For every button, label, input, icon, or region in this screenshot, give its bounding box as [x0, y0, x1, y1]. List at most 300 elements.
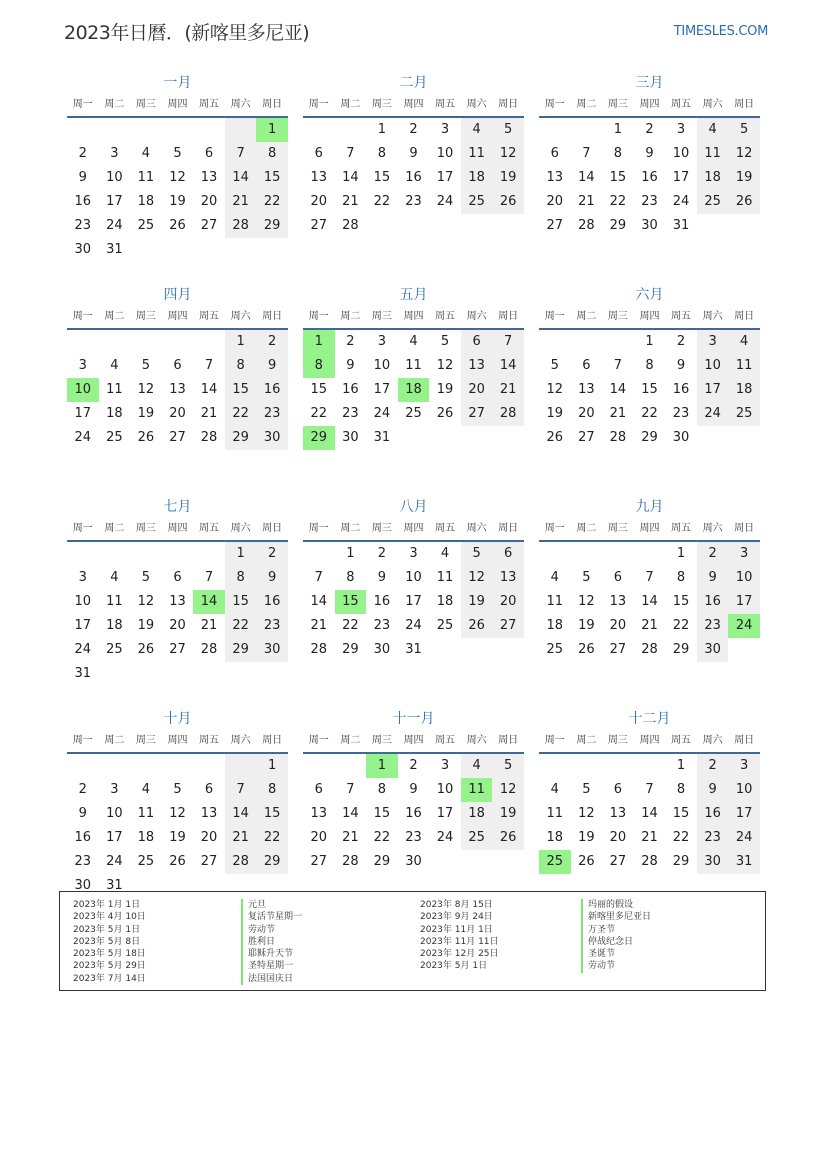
day-cell[interactable]: 25 — [106, 430, 123, 445]
day-cell[interactable]: 27 — [578, 430, 595, 445]
day-cell[interactable]: 31 — [106, 242, 123, 257]
day-cell[interactable]: 20 — [609, 618, 627, 633]
day-cell[interactable]: 19 — [546, 406, 564, 421]
day-cell[interactable]: 4 — [728, 330, 760, 354]
day-cell[interactable]: 13 — [169, 594, 186, 609]
day-cell[interactable]: 24 — [74, 642, 92, 657]
day-cell[interactable]: 16 — [256, 590, 288, 614]
day-cell[interactable]: 24 — [728, 826, 760, 850]
day-cell[interactable]: 24 — [106, 854, 123, 869]
day-cell[interactable]: 30 — [342, 430, 359, 445]
day-cell[interactable]: 8 — [645, 358, 654, 373]
day-cell[interactable]: 16 — [697, 590, 729, 614]
day-cell[interactable]: 31 — [373, 430, 391, 445]
day-cell[interactable]: 12 — [546, 382, 564, 397]
day-cell[interactable]: 27 — [546, 218, 564, 233]
day-cell[interactable]: 7 — [204, 358, 214, 373]
day-cell[interactable]: 10 — [697, 354, 729, 378]
day-cell[interactable]: 8 — [377, 146, 387, 161]
day-cell[interactable]: 3 — [377, 334, 387, 349]
day-cell[interactable]: 26 — [137, 642, 155, 657]
holiday-day-cell[interactable]: 29 — [303, 426, 335, 450]
day-cell[interactable]: 16 — [256, 378, 288, 402]
day-cell[interactable]: 3 — [728, 542, 760, 566]
day-cell[interactable]: 23 — [405, 830, 422, 845]
day-cell[interactable]: 2 — [697, 754, 729, 778]
day-cell[interactable]: 22 — [225, 614, 257, 638]
day-cell[interactable]: 16 — [373, 594, 391, 609]
day-cell[interactable]: 12 — [492, 142, 524, 166]
day-cell[interactable]: 3 — [409, 546, 418, 561]
day-cell[interactable]: 13 — [461, 354, 493, 378]
day-cell[interactable]: 14 — [342, 806, 359, 821]
day-cell[interactable]: 17 — [728, 590, 760, 614]
day-cell[interactable]: 8 — [256, 142, 288, 166]
day-cell[interactable]: 7 — [645, 570, 654, 585]
day-cell[interactable]: 4 — [461, 754, 493, 778]
day-cell[interactable]: 21 — [641, 830, 658, 845]
day-cell[interactable]: 14 — [225, 166, 257, 190]
day-cell[interactable]: 27 — [609, 642, 627, 657]
day-cell[interactable]: 30 — [256, 426, 288, 450]
day-cell[interactable]: 17 — [74, 406, 92, 421]
day-cell[interactable]: 14 — [200, 382, 218, 397]
day-cell[interactable]: 6 — [204, 782, 214, 797]
day-cell[interactable]: 31 — [405, 642, 422, 657]
day-cell[interactable]: 17 — [106, 830, 123, 845]
day-cell[interactable]: 25 — [106, 642, 123, 657]
day-cell[interactable]: 6 — [492, 542, 524, 566]
day-cell[interactable]: 5 — [173, 782, 182, 797]
day-cell[interactable]: 10 — [728, 566, 760, 590]
day-cell[interactable]: 20 — [169, 618, 186, 633]
day-cell[interactable]: 13 — [578, 382, 595, 397]
day-cell[interactable]: 1 — [225, 542, 257, 566]
day-cell[interactable]: 7 — [492, 330, 524, 354]
day-cell[interactable]: 15 — [373, 170, 391, 185]
day-cell[interactable]: 6 — [550, 146, 559, 161]
day-cell[interactable]: 24 — [373, 406, 391, 421]
day-cell[interactable]: 14 — [342, 170, 359, 185]
day-cell[interactable]: 26 — [169, 218, 186, 233]
holiday-day-cell[interactable]: 25 — [539, 850, 571, 874]
day-cell[interactable]: 30 — [697, 638, 729, 662]
day-cell[interactable]: 8 — [225, 566, 257, 590]
day-cell[interactable]: 22 — [672, 830, 690, 845]
day-cell[interactable]: 25 — [461, 826, 493, 850]
day-cell[interactable]: 15 — [225, 590, 257, 614]
day-cell[interactable]: 8 — [256, 778, 288, 802]
day-cell[interactable]: 22 — [256, 826, 288, 850]
day-cell[interactable]: 1 — [676, 546, 686, 561]
day-cell[interactable]: 25 — [137, 854, 155, 869]
day-cell[interactable]: 6 — [613, 782, 623, 797]
day-cell[interactable]: 4 — [550, 782, 559, 797]
day-cell[interactable]: 11 — [546, 806, 564, 821]
day-cell[interactable]: 29 — [373, 854, 391, 869]
day-cell[interactable]: 27 — [200, 854, 218, 869]
day-cell[interactable]: 29 — [256, 214, 288, 238]
day-cell[interactable]: 7 — [346, 146, 355, 161]
day-cell[interactable]: 8 — [346, 570, 355, 585]
day-cell[interactable]: 25 — [728, 402, 760, 426]
day-cell[interactable]: 13 — [546, 170, 564, 185]
day-cell[interactable]: 2 — [645, 122, 654, 137]
day-cell[interactable]: 13 — [609, 594, 627, 609]
day-cell[interactable]: 20 — [461, 378, 493, 402]
day-cell[interactable]: 25 — [436, 618, 454, 633]
day-cell[interactable]: 28 — [609, 430, 627, 445]
day-cell[interactable]: 3 — [110, 146, 119, 161]
day-cell[interactable]: 20 — [578, 406, 595, 421]
holiday-day-cell[interactable]: 1 — [256, 118, 288, 142]
day-cell[interactable]: 26 — [578, 642, 595, 657]
day-cell[interactable]: 19 — [169, 194, 186, 209]
holiday-day-cell[interactable]: 10 — [67, 378, 99, 402]
day-cell[interactable]: 30 — [405, 854, 422, 869]
day-cell[interactable]: 29 — [225, 638, 257, 662]
day-cell[interactable]: 5 — [582, 570, 591, 585]
day-cell[interactable]: 22 — [373, 830, 391, 845]
day-cell[interactable]: 27 — [461, 402, 493, 426]
day-cell[interactable]: 14 — [641, 806, 658, 821]
day-cell[interactable]: 28 — [641, 642, 658, 657]
day-cell[interactable]: 20 — [546, 194, 564, 209]
day-cell[interactable]: 3 — [78, 358, 87, 373]
day-cell[interactable]: 12 — [137, 382, 155, 397]
day-cell[interactable]: 13 — [609, 806, 627, 821]
day-cell[interactable]: 19 — [492, 166, 524, 190]
day-cell[interactable]: 17 — [106, 194, 123, 209]
day-cell[interactable]: 24 — [74, 430, 92, 445]
day-cell[interactable]: 19 — [578, 618, 595, 633]
day-cell[interactable]: 18 — [137, 194, 155, 209]
day-cell[interactable]: 17 — [405, 594, 422, 609]
day-cell[interactable]: 9 — [78, 806, 87, 821]
day-cell[interactable]: 26 — [436, 406, 454, 421]
day-cell[interactable]: 18 — [546, 618, 564, 633]
day-cell[interactable]: 11 — [106, 594, 123, 609]
holiday-day-cell[interactable]: 1 — [366, 754, 398, 778]
day-cell[interactable]: 26 — [492, 826, 524, 850]
day-cell[interactable]: 11 — [106, 382, 123, 397]
day-cell[interactable]: 4 — [440, 546, 450, 561]
day-cell[interactable]: 4 — [110, 570, 119, 585]
day-cell[interactable]: 20 — [200, 830, 218, 845]
day-cell[interactable]: 22 — [256, 190, 288, 214]
day-cell[interactable]: 17 — [436, 806, 454, 821]
day-cell[interactable]: 2 — [676, 334, 686, 349]
holiday-day-cell[interactable]: 18 — [398, 378, 430, 402]
day-cell[interactable]: 11 — [728, 354, 760, 378]
day-cell[interactable]: 5 — [582, 782, 591, 797]
day-cell[interactable]: 1 — [377, 122, 387, 137]
day-cell[interactable]: 28 — [225, 850, 257, 874]
day-cell[interactable]: 22 — [609, 194, 627, 209]
day-cell[interactable]: 29 — [225, 426, 257, 450]
day-cell[interactable]: 12 — [169, 806, 186, 821]
day-cell[interactable]: 12 — [578, 806, 595, 821]
day-cell[interactable]: 21 — [609, 406, 627, 421]
day-cell[interactable]: 12 — [169, 170, 186, 185]
day-cell[interactable]: 17 — [728, 802, 760, 826]
day-cell[interactable]: 30 — [672, 430, 690, 445]
day-cell[interactable]: 15 — [310, 382, 328, 397]
day-cell[interactable]: 26 — [578, 854, 595, 869]
day-cell[interactable]: 5 — [728, 118, 760, 142]
day-cell[interactable]: 22 — [641, 406, 658, 421]
day-cell[interactable]: 19 — [436, 382, 454, 397]
day-cell[interactable]: 2 — [256, 330, 288, 354]
day-cell[interactable]: 2 — [346, 334, 355, 349]
day-cell[interactable]: 21 — [342, 830, 359, 845]
day-cell[interactable]: 23 — [256, 402, 288, 426]
day-cell[interactable]: 9 — [346, 358, 355, 373]
day-cell[interactable]: 29 — [256, 850, 288, 874]
day-cell[interactable]: 15 — [225, 378, 257, 402]
day-cell[interactable]: 29 — [342, 642, 359, 657]
day-cell[interactable]: 3 — [728, 754, 760, 778]
day-cell[interactable]: 26 — [728, 190, 760, 214]
day-cell[interactable]: 24 — [436, 194, 454, 209]
day-cell[interactable]: 26 — [169, 854, 186, 869]
day-cell[interactable]: 4 — [110, 358, 119, 373]
day-cell[interactable]: 16 — [342, 382, 359, 397]
day-cell[interactable]: 21 — [641, 618, 658, 633]
day-cell[interactable]: 9 — [256, 566, 288, 590]
day-cell[interactable]: 14 — [609, 382, 627, 397]
day-cell[interactable]: 8 — [676, 782, 686, 797]
day-cell[interactable]: 19 — [578, 830, 595, 845]
day-cell[interactable]: 16 — [405, 806, 422, 821]
day-cell[interactable]: 2 — [78, 782, 87, 797]
day-cell[interactable]: 11 — [137, 170, 155, 185]
day-cell[interactable]: 4 — [550, 570, 559, 585]
day-cell[interactable]: 9 — [409, 146, 418, 161]
day-cell[interactable]: 15 — [256, 802, 288, 826]
day-cell[interactable]: 6 — [173, 570, 182, 585]
day-cell[interactable]: 6 — [204, 146, 214, 161]
day-cell[interactable]: 11 — [697, 142, 729, 166]
day-cell[interactable]: 5 — [492, 754, 524, 778]
day-cell[interactable]: 8 — [613, 146, 623, 161]
holiday-day-cell[interactable]: 8 — [303, 354, 335, 378]
day-cell[interactable]: 18 — [728, 378, 760, 402]
day-cell[interactable]: 5 — [440, 334, 450, 349]
day-cell[interactable]: 25 — [405, 406, 422, 421]
day-cell[interactable]: 17 — [436, 170, 454, 185]
day-cell[interactable]: 19 — [169, 830, 186, 845]
day-cell[interactable]: 21 — [225, 190, 257, 214]
day-cell[interactable]: 20 — [492, 590, 524, 614]
day-cell[interactable]: 9 — [676, 358, 686, 373]
day-cell[interactable]: 8 — [377, 782, 387, 797]
day-cell[interactable]: 5 — [173, 146, 182, 161]
day-cell[interactable]: 10 — [106, 170, 123, 185]
day-cell[interactable]: 7 — [582, 146, 591, 161]
day-cell[interactable]: 2 — [256, 542, 288, 566]
day-cell[interactable]: 10 — [728, 778, 760, 802]
holiday-day-cell[interactable]: 14 — [193, 590, 225, 614]
day-cell[interactable]: 28 — [342, 218, 359, 233]
day-cell[interactable]: 18 — [137, 830, 155, 845]
day-cell[interactable]: 6 — [173, 358, 182, 373]
day-cell[interactable]: 17 — [697, 378, 729, 402]
day-cell[interactable]: 20 — [310, 194, 328, 209]
day-cell[interactable]: 2 — [78, 146, 87, 161]
day-cell[interactable]: 7 — [225, 778, 257, 802]
day-cell[interactable]: 18 — [106, 618, 123, 633]
day-cell[interactable]: 10 — [405, 570, 422, 585]
day-cell[interactable]: 15 — [609, 170, 627, 185]
day-cell[interactable]: 29 — [641, 430, 658, 445]
day-cell[interactable]: 30 — [697, 850, 729, 874]
day-cell[interactable]: 3 — [697, 330, 729, 354]
day-cell[interactable]: 7 — [225, 142, 257, 166]
day-cell[interactable]: 3 — [440, 122, 450, 137]
day-cell[interactable]: 19 — [728, 166, 760, 190]
day-cell[interactable]: 26 — [492, 190, 524, 214]
day-cell[interactable]: 8 — [225, 354, 257, 378]
day-cell[interactable]: 27 — [169, 430, 186, 445]
day-cell[interactable]: 23 — [697, 614, 729, 638]
day-cell[interactable]: 6 — [314, 146, 323, 161]
day-cell[interactable]: 19 — [461, 590, 493, 614]
day-cell[interactable]: 18 — [436, 594, 454, 609]
day-cell[interactable]: 3 — [78, 570, 87, 585]
day-cell[interactable]: 25 — [697, 190, 729, 214]
day-cell[interactable]: 3 — [110, 782, 119, 797]
day-cell[interactable]: 12 — [137, 594, 155, 609]
day-cell[interactable]: 25 — [461, 190, 493, 214]
day-cell[interactable]: 10 — [373, 358, 391, 373]
day-cell[interactable]: 13 — [310, 806, 328, 821]
day-cell[interactable]: 30 — [74, 242, 92, 257]
day-cell[interactable]: 1 — [676, 758, 686, 773]
day-cell[interactable]: 10 — [672, 146, 690, 161]
day-cell[interactable]: 16 — [74, 194, 92, 209]
day-cell[interactable]: 28 — [641, 854, 658, 869]
day-cell[interactable]: 9 — [377, 570, 387, 585]
day-cell[interactable]: 12 — [461, 566, 493, 590]
day-cell[interactable]: 21 — [200, 406, 218, 421]
day-cell[interactable]: 16 — [74, 830, 92, 845]
day-cell[interactable]: 12 — [578, 594, 595, 609]
day-cell[interactable]: 10 — [436, 146, 454, 161]
day-cell[interactable]: 4 — [141, 146, 151, 161]
day-cell[interactable]: 9 — [409, 782, 418, 797]
day-cell[interactable]: 28 — [310, 642, 328, 657]
day-cell[interactable]: 22 — [672, 618, 690, 633]
day-cell[interactable]: 31 — [74, 666, 92, 681]
day-cell[interactable]: 15 — [672, 806, 690, 821]
day-cell[interactable]: 30 — [641, 218, 658, 233]
day-cell[interactable]: 28 — [225, 214, 257, 238]
day-cell[interactable]: 23 — [405, 194, 422, 209]
day-cell[interactable]: 12 — [436, 358, 454, 373]
day-cell[interactable]: 23 — [641, 194, 658, 209]
day-cell[interactable]: 20 — [609, 830, 627, 845]
day-cell[interactable]: 2 — [409, 122, 418, 137]
day-cell[interactable]: 18 — [461, 166, 493, 190]
day-cell[interactable]: 14 — [310, 594, 328, 609]
day-cell[interactable]: 26 — [461, 614, 493, 638]
day-cell[interactable]: 30 — [256, 638, 288, 662]
day-cell[interactable]: 18 — [546, 830, 564, 845]
day-cell[interactable]: 4 — [697, 118, 729, 142]
day-cell[interactable]: 25 — [546, 642, 564, 657]
day-cell[interactable]: 3 — [440, 758, 450, 773]
day-cell[interactable]: 20 — [169, 406, 186, 421]
day-cell[interactable]: 13 — [310, 170, 328, 185]
day-cell[interactable]: 9 — [645, 146, 654, 161]
day-cell[interactable]: 15 — [373, 806, 391, 821]
day-cell[interactable]: 23 — [74, 854, 92, 869]
day-cell[interactable]: 1 — [346, 546, 355, 561]
day-cell[interactable]: 31 — [106, 878, 123, 893]
day-cell[interactable]: 21 — [492, 378, 524, 402]
day-cell[interactable]: 21 — [225, 826, 257, 850]
day-cell[interactable]: 7 — [613, 358, 623, 373]
day-cell[interactable]: 6 — [613, 570, 623, 585]
day-cell[interactable]: 11 — [546, 594, 564, 609]
day-cell[interactable]: 28 — [200, 642, 218, 657]
day-cell[interactable]: 20 — [200, 194, 218, 209]
day-cell[interactable]: 13 — [200, 806, 218, 821]
day-cell[interactable]: 1 — [256, 754, 288, 778]
day-cell[interactable]: 10 — [106, 806, 123, 821]
day-cell[interactable]: 11 — [436, 570, 454, 585]
day-cell[interactable]: 19 — [492, 802, 524, 826]
day-cell[interactable]: 21 — [578, 194, 595, 209]
day-cell[interactable]: 11 — [137, 806, 155, 821]
day-cell[interactable]: 1 — [613, 122, 623, 137]
day-cell[interactable]: 16 — [697, 802, 729, 826]
day-cell[interactable]: 29 — [672, 854, 690, 869]
day-cell[interactable]: 27 — [310, 854, 328, 869]
day-cell[interactable]: 2 — [377, 546, 387, 561]
day-cell[interactable]: 27 — [169, 642, 186, 657]
day-cell[interactable]: 24 — [697, 402, 729, 426]
day-cell[interactable]: 16 — [405, 170, 422, 185]
day-cell[interactable]: 28 — [342, 854, 359, 869]
day-cell[interactable]: 4 — [141, 782, 151, 797]
day-cell[interactable]: 28 — [492, 402, 524, 426]
day-cell[interactable]: 23 — [342, 406, 359, 421]
day-cell[interactable]: 16 — [672, 382, 690, 397]
day-cell[interactable]: 11 — [461, 142, 493, 166]
day-cell[interactable]: 14 — [578, 170, 595, 185]
day-cell[interactable]: 22 — [373, 194, 391, 209]
day-cell[interactable]: 23 — [74, 218, 92, 233]
day-cell[interactable]: 18 — [697, 166, 729, 190]
day-cell[interactable]: 17 — [672, 170, 690, 185]
day-cell[interactable]: 24 — [436, 830, 454, 845]
day-cell[interactable]: 28 — [200, 430, 218, 445]
site-logo[interactable]: TIMESLES.COM — [673, 24, 768, 39]
day-cell[interactable]: 31 — [728, 850, 760, 874]
day-cell[interactable]: 27 — [492, 614, 524, 638]
day-cell[interactable]: 21 — [310, 618, 328, 633]
day-cell[interactable]: 29 — [609, 218, 627, 233]
day-cell[interactable]: 2 — [409, 758, 418, 773]
day-cell[interactable]: 2 — [697, 542, 729, 566]
day-cell[interactable]: 23 — [697, 826, 729, 850]
day-cell[interactable]: 10 — [436, 782, 454, 797]
day-cell[interactable]: 7 — [346, 782, 355, 797]
day-cell[interactable]: 13 — [169, 382, 186, 397]
day-cell[interactable]: 17 — [373, 382, 391, 397]
